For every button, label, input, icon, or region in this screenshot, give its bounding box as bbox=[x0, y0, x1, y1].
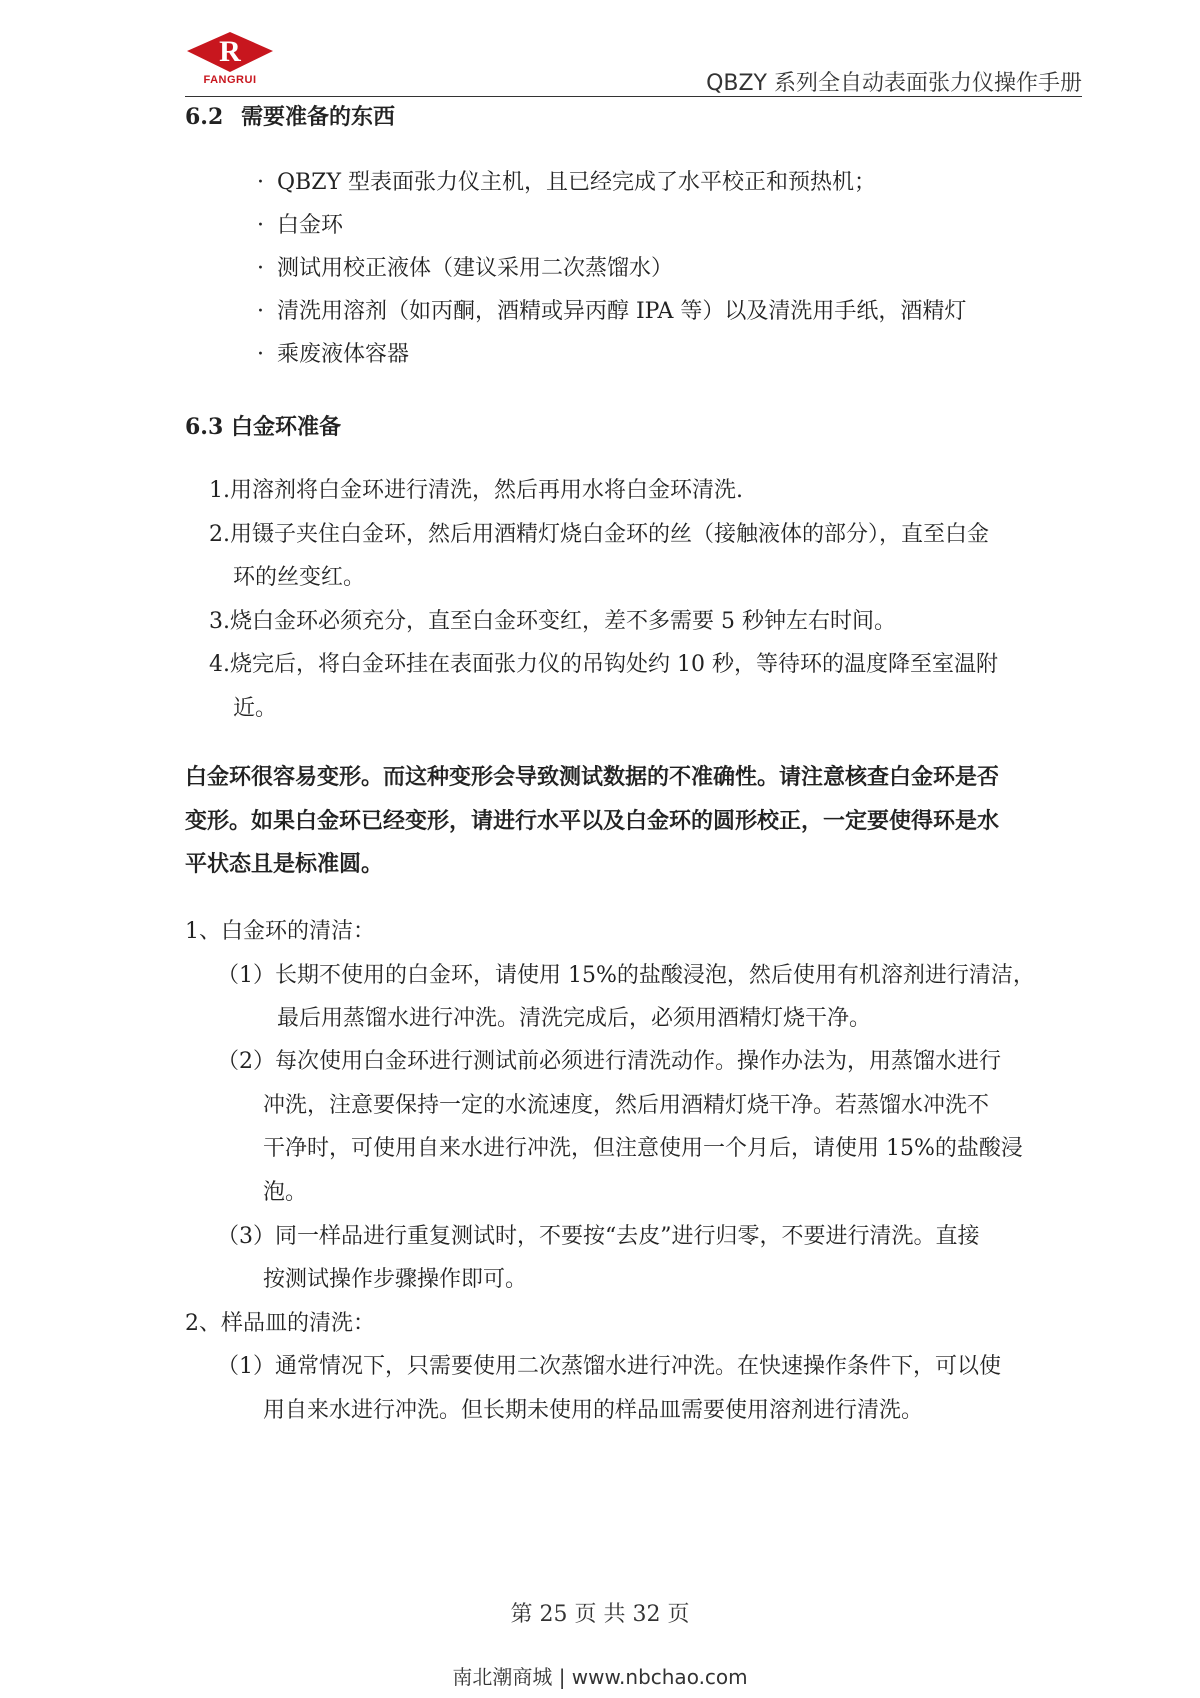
site-watermark: 南北潮商城 | www.nbchao.com bbox=[452, 1665, 748, 1689]
list-item: · 清洗用溶剂（如丙酮，酒精或异丙醇 IPA 等）以及清洗用手纸，酒精灯 bbox=[257, 297, 966, 327]
step-item: 2.用镊子夹住白金环，然后用酒精灯烧白金环的丝（接触液体的部分），直至白金 bbox=[209, 522, 989, 547]
paragraph-line: （3）同一样品进行重复测试时，不要按“去皮”进行归零，不要进行清洗。直接 bbox=[217, 1224, 980, 1249]
fangrui-logo bbox=[185, 30, 275, 86]
section-number: 6.2 bbox=[185, 104, 224, 130]
step-item: 1.用溶剂将白金环进行清洗，然后再用水将白金环清洗. bbox=[209, 478, 743, 503]
ring-cleaning-title: 1、白金环的清洁： bbox=[185, 919, 375, 944]
bullet: · bbox=[257, 213, 264, 238]
step-item: 3.烧白金环必须充分，直至白金环变红，差不多需要 5 秒钟左右时间。 bbox=[209, 609, 896, 634]
paragraph-line: （1）通常情况下，只需要使用二次蒸馏水进行冲洗。在快速操作条件下，可以使 bbox=[217, 1354, 1001, 1379]
paragraph-line: 按测试操作步骤操作即可。 bbox=[263, 1267, 528, 1292]
bullet: · bbox=[257, 256, 264, 281]
page-number: 第 25 页 共 32 页 bbox=[510, 1602, 690, 1627]
logo-text: FANGRUI bbox=[203, 74, 257, 86]
svg-text:R: R bbox=[219, 35, 241, 68]
logo-diamond-icon bbox=[185, 30, 275, 74]
step-item: 4.烧完后，将白金环挂在表面张力仪的吊钩处约 10 秒，等待环的温度降至室温附 bbox=[209, 652, 998, 677]
section-title: 白金环准备 bbox=[231, 414, 342, 440]
bullet: · bbox=[257, 299, 264, 324]
section-number: 6.3 bbox=[185, 414, 224, 440]
warning-text: 白金环很容易变形。而这种变形会导致测试数据的不准确性。请注意核查白金环是否 bbox=[185, 764, 1000, 790]
warning-text: 平状态且是标准圆。 bbox=[185, 851, 384, 877]
paragraph-line: （2）每次使用白金环进行测试前必须进行清洗动作。操作办法为，用蒸馏水进行 bbox=[217, 1049, 1001, 1074]
header-divider bbox=[185, 96, 1082, 97]
list-item: · 白金环 bbox=[257, 211, 343, 241]
section-6-3-heading bbox=[185, 410, 341, 441]
paragraph-line: 泡。 bbox=[263, 1180, 308, 1205]
dish-cleaning-title: 2、样品皿的清洗： bbox=[185, 1311, 375, 1336]
step-item-continuation: 近。 bbox=[233, 696, 278, 721]
list-item: · 测试用校正液体（建议采用二次蒸馏水） bbox=[257, 254, 673, 284]
bullet: · bbox=[257, 170, 264, 195]
list-item: · 乘废液体容器 bbox=[257, 340, 409, 370]
paragraph-line: 干净时，可使用自来水进行冲洗，但注意使用一个月后，请使用 15%的盐酸浸 bbox=[263, 1136, 1023, 1161]
paragraph-line: （1）长期不使用的白金环，请使用 15%的盐酸浸泡，然后使用有机溶剂进行清洁， bbox=[217, 963, 1035, 988]
bullet: · bbox=[257, 342, 264, 367]
paragraph-line: 最后用蒸馏水进行冲洗。清洗完成后，必须用酒精灯烧干净。 bbox=[277, 1006, 872, 1031]
section-title: 需要准备的东西 bbox=[241, 104, 396, 130]
list-item: · QBZY 型表面张力仪主机，且已经完成了水平校正和预热机； bbox=[257, 168, 876, 198]
warning-text: 变形。如果白金环已经变形，请进行水平以及白金环的圆形校正，一定要使得环是水 bbox=[185, 808, 1000, 834]
section-6-2-heading bbox=[185, 100, 395, 131]
paragraph-line: 用自来水进行冲洗。但长期未使用的样品皿需要使用溶剂进行清洗。 bbox=[263, 1398, 924, 1423]
paragraph-line: 冲洗，注意要保持一定的水流速度，然后用酒精灯烧干净。若蒸馏水冲洗不 bbox=[263, 1093, 990, 1118]
step-item-continuation: 环的丝变红。 bbox=[233, 565, 366, 590]
manual-title: QBZY 系列全自动表面张力仪操作手册 bbox=[706, 71, 1082, 96]
